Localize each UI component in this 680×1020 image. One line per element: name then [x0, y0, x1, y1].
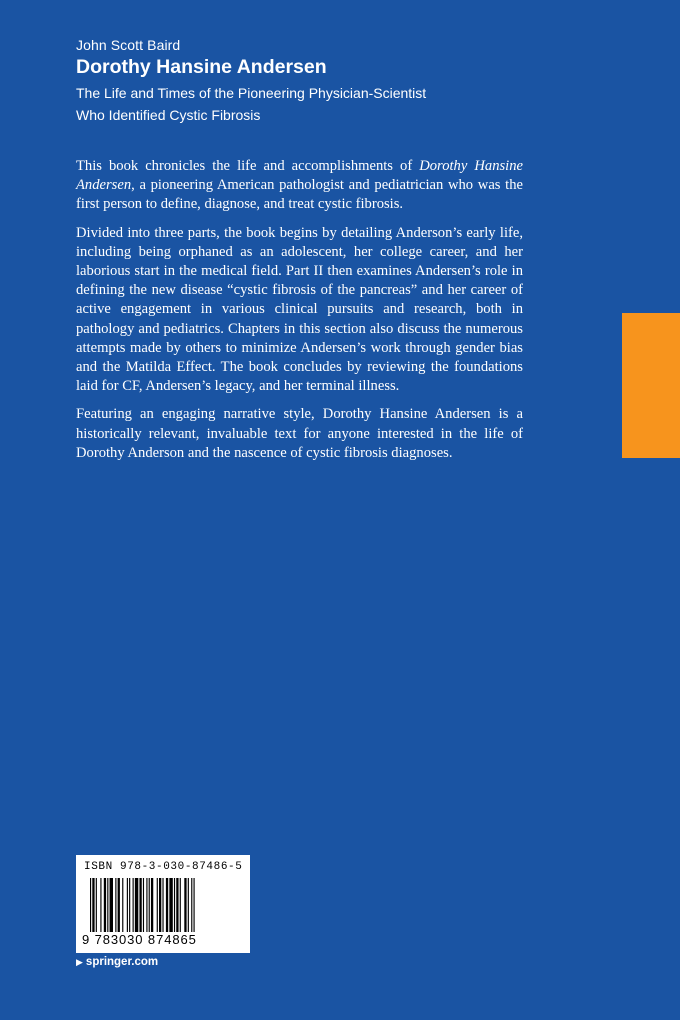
publisher-link[interactable] [76, 956, 158, 968]
orange-accent-tab [622, 313, 680, 458]
blurb-p1-end: , a pioneering American pathologist and pediatrician who was the first person to define, diagnose, and treat cystic fibrosis. [76, 177, 523, 213]
author-name: John Scott Baird [76, 37, 181, 53]
blurb-paragraph-2: Divided into three parts, the book begins by detailing Anderson’s early life, including being orphaned as an adolescent, her college career, and her laborious start in the medical field. Part II then examines Andersen’s role in defining the new disease “cystic fibrosis of the pancreas” and her career of active engagement in various clinical pursuits and research, both in pathology and pediatrics. Chapters in this section also discuss the numerous attempts made by others to minimize Andersen’s work through gender bias and the Matilda Effect. The book concludes by reviewing the foundations laid for CF, Andersen’s legacy, and her terminal illness. [76, 224, 523, 395]
back-cover-blurb [76, 157, 523, 472]
isbn-label: ISBN 978-3-030-87486-5 [84, 861, 243, 873]
subtitle-line-2: Who Identified Cystic Fibrosis [76, 107, 261, 123]
blurb-paragraph-1 [76, 157, 523, 215]
cover-header [76, 36, 636, 126]
isbn-barcode [76, 855, 250, 953]
subtitle-line-1: The Life and Times of the Pioneering Physician-Scientist [76, 85, 427, 101]
blurb-p1-italic-title: Dorothy Hansine Andersen [76, 158, 523, 194]
book-subtitle [76, 82, 636, 126]
triangle-right-icon: ▶ [76, 956, 83, 967]
barcode-bars [90, 878, 238, 940]
book-title: Dorothy Hansine Andersen [76, 56, 327, 78]
barcode-digits: 9 783030 874865 [82, 932, 197, 947]
blurb-p1-start: This book chronicles the life and accomplishments of [76, 158, 420, 174]
blurb-paragraph-3: Featuring an engaging narrative style, Dorothy Hansine Andersen is a historically relevant, invaluable text for anyone interested in the life of Dorothy Anderson and the nascence of cystic fibrosis diagnoses. [76, 406, 523, 461]
publisher-url: springer.com [85, 956, 159, 968]
